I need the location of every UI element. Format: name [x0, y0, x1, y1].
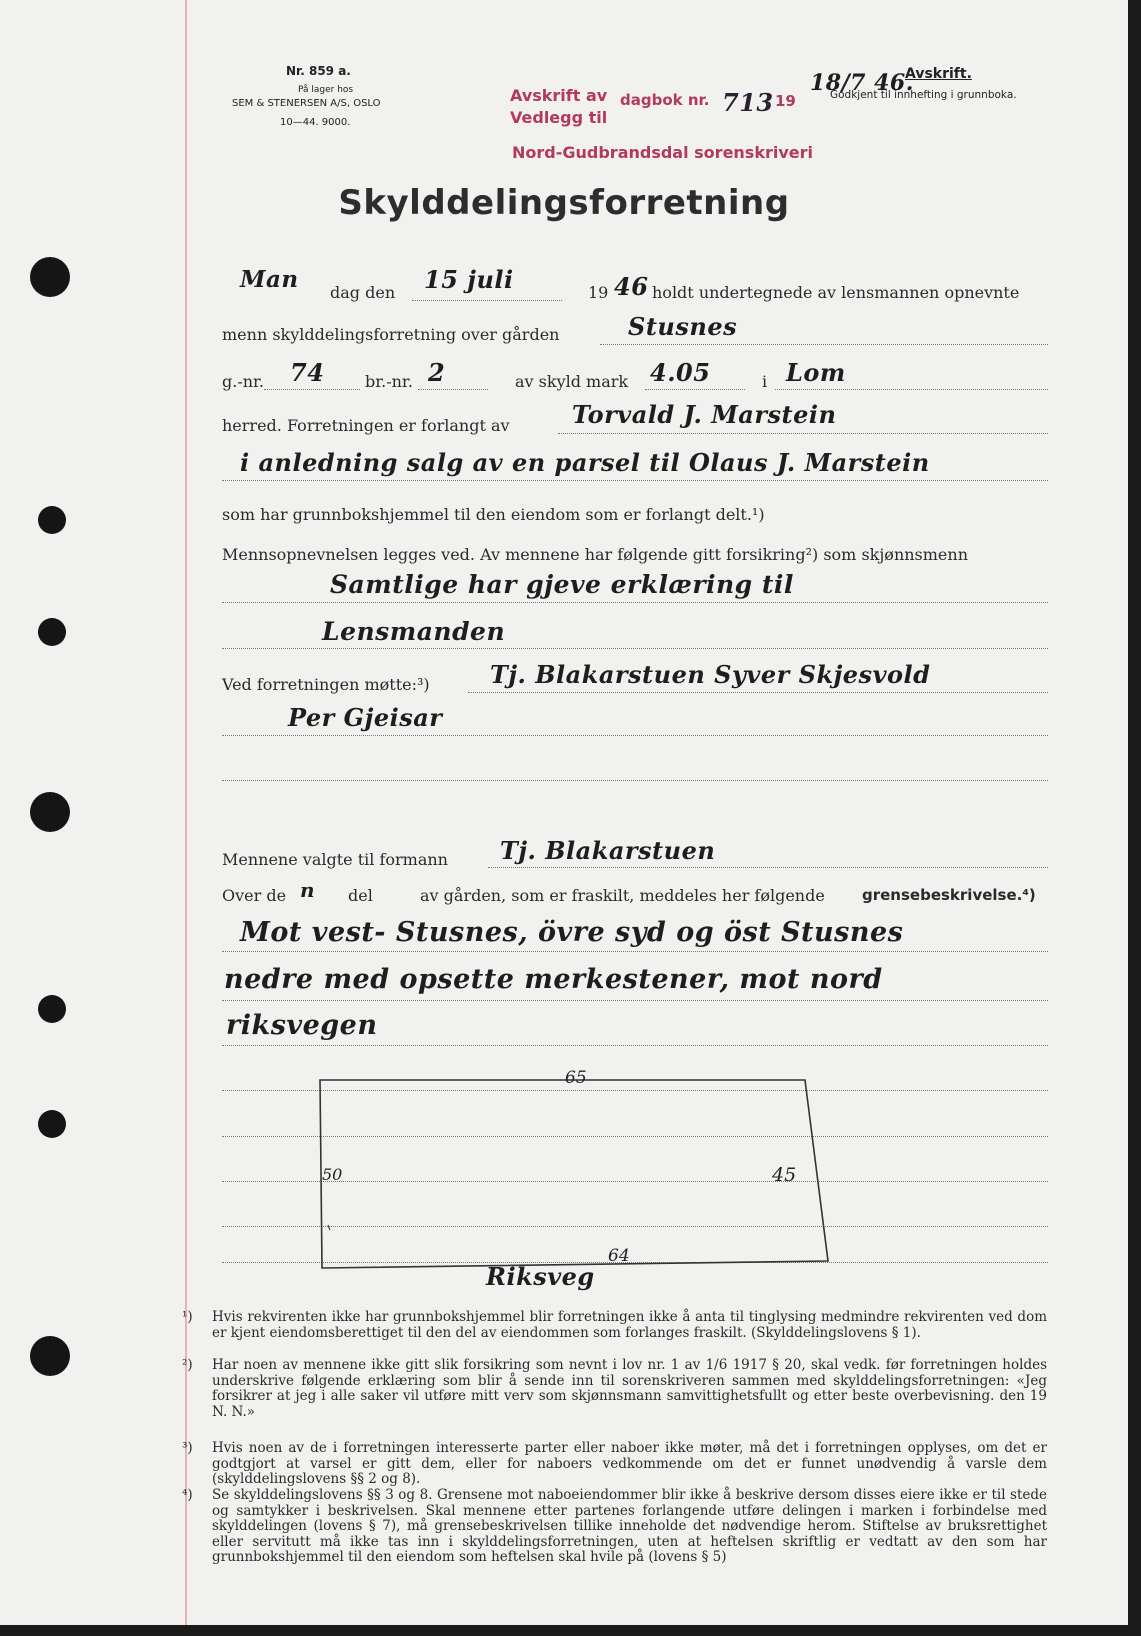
- stamp-handwritten-date: 18/7 46.: [810, 70, 914, 96]
- boundary-line-1: [222, 951, 1048, 952]
- boundary-handwritten-1: Mot vest- Stusnes, övre syd og öst Stusnes: [240, 917, 904, 948]
- mennsopnevnelse-text: Mennsopnevnelsen legges ved. Av mennene har følgende gitt forsikring²) som skjønnsmenn: [222, 545, 969, 564]
- forsikring-line-1: [222, 602, 1048, 603]
- boundary-line-2: [222, 1000, 1048, 1001]
- hjemmel-text: som har grunnbokshjemmel til den eiendom som er forlangt delt.¹): [222, 505, 765, 524]
- gnr-value-handwritten: 74: [290, 358, 325, 387]
- avskrift-label: Avskrift.: [905, 66, 972, 82]
- side-east: 45: [772, 1164, 797, 1186]
- line2-label: menn skylddelingsforretning over gården: [222, 325, 560, 344]
- parcel-outline: [320, 1080, 828, 1268]
- side-south: 64: [608, 1246, 630, 1266]
- publisher-line-2: SEM & STENERSEN A/S, OSLO: [232, 98, 381, 109]
- boundary-intro: av gården, som er fraskilt, meddeles her følgende: [420, 886, 825, 905]
- punch-hole: [30, 1336, 70, 1376]
- approval-text: Godkjent til innhefting i grunnboka.: [830, 89, 1017, 101]
- herred-value-handwritten: Lom: [786, 358, 846, 387]
- footnote-3: ³) Hvis noen av de i forretningen interesserte parter eller naboer ikke møter, må det i forretningen opplyses, om det er godtgjort at varsel er gitt dem, eller for naboers vedkommende om det er funnet unødvendig å varsle dem (skylddelingslovens §§ 2 og 8).: [182, 1440, 1047, 1487]
- road-label: Riksveg: [486, 1262, 595, 1291]
- herred-line: [775, 389, 1048, 390]
- line1-rest: holdt undertegnede av lensmannen opnevnte: [652, 283, 1020, 302]
- attendance-handwritten-2: Per Gjeisar: [288, 703, 443, 732]
- brnr-line: [418, 389, 488, 390]
- stamp-line-2: Vedlegg til: [510, 108, 608, 127]
- form-number: Nr. 859 a.: [286, 64, 351, 78]
- skyld-label: av skyld mark: [515, 372, 629, 391]
- day-suffix-label: dag den: [330, 283, 396, 302]
- gnr-line: [264, 389, 360, 390]
- date-line: [412, 300, 562, 301]
- forsikring-handwritten-2: Lensmanden: [322, 617, 506, 646]
- gnr-label: g.-nr.: [222, 372, 265, 391]
- attendance-label: Ved forretningen møtte:³): [222, 675, 430, 694]
- attendance-line-3: [222, 780, 1048, 781]
- punch-hole: [38, 506, 66, 534]
- day-handwritten: Man: [240, 266, 299, 293]
- parcel-sketch: [300, 1065, 860, 1295]
- year-suffix-handwritten: 46: [614, 272, 649, 301]
- over-label: Over de: [222, 886, 287, 905]
- footnote-2: ²) Har noen av mennene ikke gitt slik forsikring som nevnt i lov nr. 1 av 1/6 1917 § 20, skal vedk. før forretningen holdes underskrive følgende erklæring som blir å sende inn til sorenskriveren sammen med skylddelingsforretningen: «Jeg forsikrer at jeg i alle saker vil utføre mitt verv som skjønnsmann samvittighetsfullt og etter beste overbevisning. den 19 N. N.»: [182, 1357, 1047, 1420]
- attendance-handwritten-1: Tj. Blakarstuen Syver Skjesvold: [490, 660, 931, 689]
- page-title: Skylddelingsforretning: [338, 183, 790, 223]
- stamp-line-1: Avskrift av: [510, 86, 608, 105]
- journal-number: 713: [722, 88, 774, 117]
- requested-label: herred. Forretningen er forlangt av: [222, 416, 510, 435]
- skyld-line: [645, 389, 745, 390]
- publisher-line-1: På lager hos: [298, 85, 354, 95]
- side-west: 50: [322, 1165, 343, 1184]
- chairman-label: Mennene valgte til formann: [222, 850, 448, 869]
- brnr-value-handwritten: 2: [428, 358, 446, 387]
- stamp-year-prefix: 19: [775, 92, 796, 110]
- footnote-4: ⁴) Se skylddelingslovens §§ 3 og 8. Grensene mot naboeiendommer blir ikke å beskrive dersom disses eiere ikke er til stede og samtykker i beskrivelsen. Skal mennene etter partenes forlangende utføre delingen i marken i forbindelse med skylddelingen (lovens § 7), må grensebeskrivelsen tillike inneholde det nødvendige herom. Stiftelse av bruksrettighet eller servitutt må ikke tas inn i skylddelingsforretningen, uten at heftelsen skriftlig er vedtatt av den som har grunnbokshjemmel til den eiendom som heftelsen skal hvile på (lovens § 5): [182, 1487, 1047, 1565]
- footnote-1: ¹) Hvis rekvirenten ikke har grunnbokshjemmel blir forretningen ikke å anta til tinglysing medmindre rekvirenten ved dom er kjent eiendomsberettiget til den del av eiendommen som forlanges fraskilt. (Skylddelingslovens § 1).: [182, 1309, 1047, 1341]
- i-label: i: [762, 372, 768, 391]
- punch-hole: [38, 995, 66, 1023]
- boundary-line-3: [222, 1045, 1048, 1046]
- boundary-handwritten-3: riksvegen: [226, 1010, 378, 1041]
- boundary-handwritten-2: nedre med opsette merkestener, mot nord: [224, 964, 883, 995]
- side-north: 65: [565, 1068, 587, 1088]
- margin-line: [185, 0, 187, 1625]
- chairman-handwritten: Tj. Blakarstuen: [500, 836, 716, 865]
- brnr-label: br.-nr.: [365, 372, 413, 391]
- chairman-line: [488, 867, 1048, 868]
- skyld-value-handwritten: 4.05: [650, 358, 711, 387]
- requester-handwritten: Torvald J. Marstein: [572, 400, 837, 429]
- requester-line: [558, 433, 1048, 434]
- year-prefix-label: 19: [588, 283, 609, 302]
- print-date: 10—44. 9000.: [280, 117, 351, 128]
- del-label: del: [348, 886, 373, 905]
- part-handwritten: n: [300, 878, 316, 902]
- reason-handwritten: i anledning salg av en parsel til Olaus J. Marstein: [240, 448, 930, 477]
- forsikring-handwritten-1: Samtlige har gjeve erklæring til: [330, 570, 794, 599]
- reason-line: [222, 480, 1048, 481]
- punch-hole: [38, 618, 66, 646]
- attendance-line-1: [468, 692, 1048, 693]
- farm-line: [600, 344, 1048, 345]
- boundary-emphasis: grensebeskrivelse.⁴): [862, 886, 1036, 904]
- punch-hole: [38, 1110, 66, 1138]
- stamp-dagbok-label: dagbok nr.: [620, 91, 710, 109]
- attendance-line-2: [222, 735, 1048, 736]
- forsikring-line-2: [222, 648, 1048, 649]
- date-handwritten: 15 juli: [424, 265, 514, 294]
- punch-hole: [30, 257, 70, 297]
- farm-name-handwritten: Stusnes: [628, 312, 738, 341]
- stamp-line-3: Nord-Gudbrandsdal sorenskriveri: [512, 143, 813, 162]
- punch-hole: [30, 792, 70, 832]
